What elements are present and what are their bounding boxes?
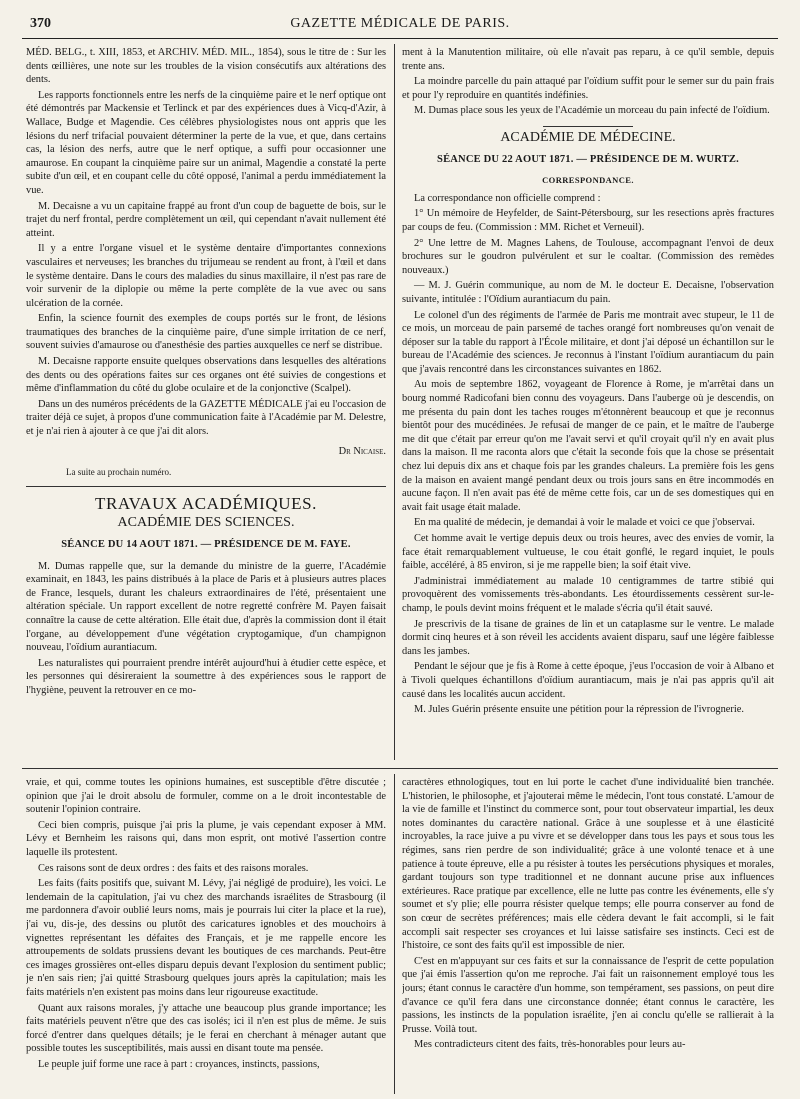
paragraph: M. Dumas place sous les yeux de l'Académie un morceau du pain infecté de l'oïdium.	[414, 105, 770, 117]
paragraph: 1° Un mémoire de Heyfelder, de Saint-Pétersbourg, sur les resections après fractures par coups de feu. (Commission : MM. Richet et Verneuil).	[402, 208, 774, 233]
session-heading: SÉANCE DU 14 AOUT 1871. — PRÉSIDENCE DE M. FAYE.	[61, 539, 351, 550]
column-rule	[394, 44, 395, 760]
paragraph: La moindre parcelle du pain attaqué par l'oïdium suffit pour le semer sur du pain frais et pour l'y reproduire en quantités indéfinies.	[402, 76, 774, 101]
page-number: 370	[30, 16, 51, 31]
paragraph: Dans un des numéros précédents de la GAZETTE MÉDICALE j'ai eu l'occasion de traiter déjà ce sujet, à propos d'une communication faite à l'Académie par M. Delestre, et je n'ai rien à ajouter à ce que j'ai dit alors.	[26, 398, 386, 438]
paragraph: vraie, et qui, comme toutes les opinions humaines, est susceptible d'être discutée ; opinion que j'ai le droit absolu de formuler, comme on a le droit incontestable de soutenir l'opinion contraire.	[26, 777, 386, 816]
paragraph: Il y a entre l'organe visuel et le système dentaire d'importantes connexions vasculaires et nerveuses; les branches du trijumeau se rendent au front, à l'œil et dans le système dentaire. Dans le cours des maladies du sinus maxillaire, il n'est pas rare de voir survenir de la diplopie ou même la perte complète de la vue avec ou sans ulcération de la cornée.	[26, 243, 386, 309]
paragraph: Je prescrivis de la tisane de graines de lin et un cataplasme sur le ventre. Le malade dormit cinq heures et à son réveil les accidents avaient disparu, sauf une légère faiblesse dans les jambes.	[402, 618, 774, 657]
paragraph: Les naturalistes qui pourraient prendre intérêt aujourd'hui à étudier cette espèce, et les personnes qui désireraient la soumettre à des expériences sous le rapport de l'hygiène, peuvent la retrouver en ce mo-	[26, 657, 386, 696]
paragraph: M. Decaisne a vu un capitaine frappé au front d'un coup de baguette de bois, sur le trajet du nerf frontal, perdre complètement un œil, qui cependant n'avait nullement été atteint.	[26, 200, 386, 239]
section-title: TRAVAUX ACADÉMIQUES.	[94, 493, 317, 513]
signature: Dr Nicaise.	[338, 445, 386, 457]
paragraph: En ma qualité de médecin, je demandai à voir le malade et voici ce que j'observai.	[414, 517, 755, 529]
section-divider	[26, 486, 386, 487]
paragraph: 2° Une lettre de M. Magnes Lahens, de Toulouse, accompagnant l'envoi de deux brochures sur le goudron pulvérulent et sur le coaltar. (Commission des remèdes nouveaux.)	[402, 237, 774, 276]
section-subtitle: ACADÉMIE DES SCIENCES.	[117, 515, 295, 531]
paragraph: M. Jules Guérin présente ensuite une pétition pour la répression de l'ivrognerie.	[414, 704, 744, 716]
paragraph: Le colonel d'un des régiments de l'armée de Paris me montrait avec stupeur, le 11 de ce mois, un morceau de pain parsemé de taches orangé fort nombreuses qu'on venait de déposer sur la table du rapport à l'École militaire, et dont j'ai déposé un échantillon sur le bureau de l'Académie des sciences. Je reconnus à l'instant l'oïdium aurantiacum du pain que j'avais rencontré dans les circonstances suivantes en 1862.	[402, 309, 774, 375]
continued-note: La suite au prochain numéro.	[66, 467, 172, 478]
paragraph: Pendant le séjour que je fis à Rome à cette époque, j'eus l'occasion de voir à Albano et à Tivoli quelques échantillons d'oïdium aurantiacum, mais je n'ai pas appris qu'il ait causé dans les localités aucun accident.	[402, 661, 774, 700]
paragraph: — M. J. Guérin communique, au nom de M. le docteur E. Decaisne, l'observation suivante, intitulée : l'Oïdium aurantiacum du pain.	[402, 280, 774, 305]
short-divider	[543, 126, 633, 127]
paragraph: Ces raisons sont de deux ordres : des faits et des raisons morales.	[38, 862, 309, 874]
paragraph: ment à la Manutention militaire, où elle n'avait pas reparu, à ce qu'il semble, depuis trente ans.	[402, 47, 774, 72]
session-heading: SÉANCE DU 22 AOUT 1871. — PRÉSIDENCE DE M. WURTZ.	[437, 153, 739, 165]
paragraph: Mes contradicteurs citent des faits, très-honorables pour leurs au-	[414, 1039, 686, 1051]
journal-title: GAZETTE MÉDICALE DE PARIS.	[290, 16, 510, 31]
section-title: ACADÉMIE DE MÉDECINE.	[500, 129, 676, 145]
paragraph: Les rapports fonctionnels entre les nerfs de la cinquième paire et le nerf optique ont été démontrés par Mackensie et Terlinck et par des expériences dues à Vicq-d'Azir, à Wallace, Budge et Magendie. Ces célèbres physiologistes nous ont appris que les lésions du nerf trifacial pouvaient déterminer la perte de la vue, et que, dans certains cas, la lésion des nerfs, autre que le nerf optique, a suffi pour occasionner une amaurose. En coupant la cinquième paire sur un animal, Magendie a constaté la perte subite d'un œil, et en coupant celle du côté opposé, l'animal a perdu immédiatement la vue.	[26, 89, 386, 196]
paragraph: MÉD. BELG., t. XIII, 1853, et ARCHIV. MÉD. MIL., 1854), sous le titre de : Sur les dents œillières, une note sur les troubles de la vision consécutifs aux altérations des dents.	[26, 47, 386, 86]
paragraph: M. Decaisne rapporte ensuite quelques observations dans lesquelles des altérations des dents ou des opérations faites sur ces organes ont été suivies de congestions et même d'inflammation du côté du globe oculaire et de la conjonctive (Scalpel).	[26, 356, 386, 395]
feuilleton-rule	[22, 768, 778, 769]
paragraph: Cet homme avait le vertige depuis deux ou trois heures, avec des envies de vomir, la face était remarquablement vultueuse, le cou était gonflé, le regard inquiet, le pouls faible, accéléré, à 85 environ, si je me rappelle bien; la soif était vive.	[402, 533, 774, 572]
paragraph: C'est en m'appuyant sur ces faits et sur la connaissance de l'esprit de cette population que j'ai émis l'assertion qu'on me reproche. J'ai fait un raisonnement employé tous les jours; étant connus le caractère d'un homme, son tempérament, ses passions, on peut dire d'avance ce qu'il fera dans une circonstance donnée; étant connus le caractère, les passions, les instincts de la population israélite, j'en ai conclu qu'elle se rallierait à la Prusse. Voilà tout.	[402, 955, 774, 1035]
feuilleton-right-column	[402, 776, 774, 1094]
paragraph: Le peuple juif forme une race à part : croyances, instincts, passions,	[38, 1058, 320, 1070]
column-rule	[394, 774, 395, 1094]
paragraph: J'administrai immédiatement au malade 10 centigrammes de tartre stibié qui provoquèrent des vomissements très-abondants. Les étourdissements cessèrent sur-le-champ, le pouls devint moins fréquent et le malade s'écria qu'il était sauvé.	[402, 575, 774, 614]
paragraph: Enfin, la science fournit des exemples de coups portés sur le front, de lésions traumatiques des branches de la cinquième paire, d'une simple irritation de ce nerf, souvent suivies d'amaurose ou d'anesthésie des parties auxquelles ce nerf se distribue.	[26, 313, 386, 352]
paragraph: Ceci bien compris, puisque j'ai pris la plume, je vais cependant exposer à MM. Lévy et Bernheim les raisons qui, dans mon esprit, ont motivé l'assertion contre laquelle ils protestent.	[26, 819, 386, 858]
paragraph: Au mois de septembre 1862, voyageant de Florence à Rome, je m'arrêtai dans un bourg nommé Radicofani bien connu des voyageurs. Dans l'auberge où je descendis, on me présenta du pain dont les taches rouges m'étonnèrent beaucoup et que je reconnus bientôt pour des mucédinées. Je refusai de manger de ce pain, et le maître de l'auberge me dit que c'était par erreur qu'on me l'avait servi et qu'il croyait qu'il n'y en avait plus dans la maison. Il me raconta alors que c'était la seconde fois que la chose se présentait chez lui depuis dix ans et chaque fois par les grandes chaleurs. La première fois les gens de la maison en avaient mangé pendant deux ou trois jours sans en être incommodés en aucune façon. Il n'en avait pas été de même cette fois, car un de ses domestiques qui en avait fait usage était malade.	[402, 379, 774, 513]
paragraph: caractères ethnologiques, tout en lui porte le cachet d'une individualité bien tranchée. L'historien, le philosophe, et j'ajouterai même le médecin, l'ont tous constaté. L'amour de la vie de famille et l'instinct du commerce sont, pour tout observateur impartial, les deux notes dominantes du caractère national. Grâce à une souplesse et à une élasticité incroyables, la race juive a pu vivre et se développer dans tous les pays et sous tous les régimes, sans rien perdre de son individualité; grâce à une volonté tenace et à une patience à toute épreuve, elle a pu résister à toutes les persécutions physiques et morales, gardant toujours son type traditionnel et ne donnant aucune prise aux influences extérieures. Race pratique par excellence, elle ne lutte pas contre les événements, elle s'y soumet et s'y plie; elle pourra résister quelque temps; elle pourra conserver au fond de son cœur de secrètes préférences; mais elle cèdera devant le fait accompli, si le fait accompli sait respecter ses croyances et lui laisse satisfaire ses instincts. Ceci est de l'histoire, ce sont des faits qu'il est impossible de nier.	[402, 777, 774, 952]
page-header	[22, 12, 778, 39]
right-column-upper	[402, 46, 774, 760]
paragraph: Quant aux raisons morales, j'y attache une beaucoup plus grande importance; les faits matériels peuvent n'être que des cas isolés; ici il n'en est plus de même. Je suis forcé d'entrer dans quelques détails; je le ferai en cherchant à ménager autant que possible toutes les susceptibilités, mais aussi en disant toute ma pensée.	[26, 1002, 386, 1055]
feuilleton-left-column	[26, 776, 386, 1094]
paragraph: Les faits (faits positifs que, suivant M. Lévy, j'ai négligé de produire), les voici. Le lendemain de la capitulation, j'ai vu chez des marchands israélites de Strasbourg (il me pardonnera d'avoir oublié leurs noms, mais je pourrais lui citer la place et la rue), j'ai vu, dis-je, des dessins ou plutôt des caricatures ignobles et des mouchoirs à vignettes représentant les défaites des Français, et je me rappelle encore les attroupements de soldats prussiens devant les boutiques de ces marchands. Peut-être ces images grossières ont-elles disparu depuis devant l'explosion du sentiment public; je n'en sais rien; j'ai quitté Strasbourg quelques jours après la capitulation; mais les faits matériels n'en existent pas moins dans leur rigoureuse exactitude.	[26, 878, 386, 998]
left-column-upper	[26, 46, 386, 760]
paragraph: La correspondance non officielle comprend :	[414, 192, 601, 204]
subsection-heading: CORRESPONDANCE.	[542, 175, 634, 186]
paragraph: M. Dumas rappelle que, sur la demande du ministre de la guerre, l'Académie examinait, en 1843, les pains distribués à la place de Paris et à plusieurs autres places de France, lesquels, durant les chaleurs extraordinaires de l'été, présentaient une altération spéciale. Un rapport excellent de notre regretté confrère M. Payen faisait connaître la cause de cette altération. Elle était due, d'après la commission dont il était l'organe, au développement d'une végétation cryptogamique, d'un champignon nouveau, l'oïdium aurantiacum.	[26, 560, 386, 654]
